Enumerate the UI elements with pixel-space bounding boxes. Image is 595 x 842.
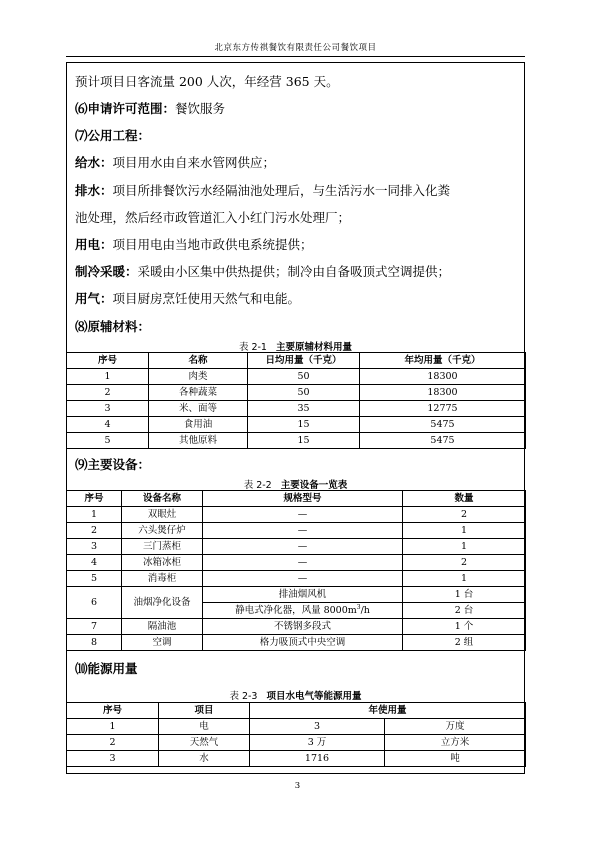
drainage [75,183,450,199]
table-header-cell: 数量 [403,491,526,507]
section-9-label: ⑼主要设备： [75,457,151,472]
table-header-cell: 规格型号 [203,491,403,507]
table-cell: — [203,539,403,555]
table-cell: 各种蔬菜 [149,385,248,401]
section-6-text: 餐饮服务 [175,101,226,116]
table-cell: 不锈钢多段式 [203,619,403,635]
table-row [67,369,526,385]
drainage-text-2: 池处理，然后经市政管道汇入小红门污水处理厂； [75,210,351,225]
drainage-label: 排水： [75,183,113,198]
materials-table [66,352,526,449]
header-rule [66,56,525,57]
table-cell: 立方米 [385,735,526,751]
table-cell: 其他原料 [149,433,248,449]
table-cell: 水 [159,751,250,767]
table-cell: 2 [403,507,526,523]
table-cell: — [203,523,403,539]
spec-superscript: 3 [356,603,361,611]
water-label: 给水： [75,155,113,170]
table-cell: 油烟净化设备 [122,587,203,619]
table-header-row [67,491,526,507]
table-cell: 50 [248,385,360,401]
table-header-cell: 日均用量（千克） [248,353,360,369]
table-cell: 1716 [250,751,385,767]
table-cell: 3 [67,401,149,417]
table-cell: 消毒柜 [122,571,203,587]
table-cell: 5 [67,433,149,449]
section-6 [75,101,225,117]
table-cell: 天然气 [159,735,250,751]
table-cell: 1 个 [403,619,526,635]
section-6-label: ⑹申请许可范围： [75,101,176,116]
table-cell: 8 [67,635,122,651]
table-cell: — [203,555,403,571]
table-row [67,587,526,603]
table-row [67,523,526,539]
table-cell: 2 [403,555,526,571]
equipment-table [66,490,526,651]
gas-supply [75,291,300,307]
water-supply [75,155,275,171]
table-header-cell: 项目 [159,703,250,719]
table-cell: 冰箱冰柜 [122,555,203,571]
table-cell: 1 [67,719,159,735]
table-cell: 18300 [360,385,526,401]
energy-table [66,702,526,767]
table-cell: 隔油池 [122,619,203,635]
table-row [67,417,526,433]
table-cell: 15 [248,433,360,449]
table-header-row [67,703,526,719]
spec-text: 静电式净化器，风量 8000m [235,604,357,616]
paragraph-visitors: 预计项目日客流量 200 人次，年经营 365 天。 [75,74,339,89]
water-text: 项目用水由自来水管网供应； [112,155,276,170]
table-cell: 排油烟风机 [203,587,403,603]
section-7-label: ⑺公用工程： [75,128,151,143]
table-cell: 格力吸顶式中央空调 [203,635,403,651]
table-cell: 1 台 [403,587,526,603]
table1-caption [66,339,525,353]
table-header-cell: 年使用量 [250,703,526,719]
table2-caption-title: 主要设备一览表 [280,480,348,491]
gas-label: 用气： [75,291,113,306]
table-cell: 18300 [360,369,526,385]
table-cell: — [203,571,403,587]
table-header-cell: 名称 [149,353,248,369]
table-header-cell: 序号 [67,703,159,719]
table-cell: 食用油 [149,417,248,433]
table-cell: 2 台 [403,603,526,619]
table-cell: 3 [67,751,159,767]
table-cell: 5 [67,571,122,587]
table-cell: 肉类 [149,369,248,385]
table-row [67,571,526,587]
table-cell: 1 [403,523,526,539]
table1-caption-title: 主要原辅材料用量 [276,342,353,353]
spec-unit: /h [360,604,370,616]
table-header-cell: 序号 [67,491,122,507]
table-cell: 7 [67,619,122,635]
hvac-label: 制冷采暖： [75,264,138,279]
table-cell: 15 [248,417,360,433]
table-row [67,635,526,651]
table-row [67,751,526,767]
table-cell: 4 [67,555,122,571]
table3-caption-num: 表 2-3 [229,691,258,702]
table-row [67,539,526,555]
table-row [67,555,526,571]
table-cell: 35 [248,401,360,417]
table3-caption [66,688,525,702]
table-header-row [67,353,526,369]
table-row [67,619,526,635]
table-cell: 4 [67,417,149,433]
power-supply [75,237,313,253]
table-cell: 六头煲仔炉 [122,523,203,539]
table-header-cell: 设备名称 [122,491,203,507]
drainage-text-1: 项目所排餐饮污水经隔油池处理后，与生活污水一同排入化粪 [112,183,451,198]
table-cell: 3 [250,719,385,735]
section-8-label: ⑻原辅材料： [75,319,151,334]
table-cell: 1 [403,571,526,587]
power-label: 用电： [75,237,113,252]
table-row [67,385,526,401]
table-cell: 米、面等 [149,401,248,417]
table3-caption-title: 项目水电气等能源用量 [266,691,362,702]
table-cell [203,603,403,619]
table-cell: 三门蒸柜 [122,539,203,555]
table-cell: 1 [67,507,122,523]
table-cell: 空调 [122,635,203,651]
table-cell: — [203,507,403,523]
table-header-cell: 年均用量（千克） [360,353,526,369]
table-cell: 2 组 [403,635,526,651]
table-row [67,433,526,449]
table2-caption [66,477,525,491]
table-row [67,507,526,523]
table-cell: 电 [159,719,250,735]
table2-caption-num: 表 2-2 [243,480,272,491]
section-10-label: ⑽能源用量 [75,661,138,676]
table-cell: 3 [67,539,122,555]
table-cell: 50 [248,369,360,385]
gas-text: 项目厨房烹饪使用天然气和电能。 [112,291,301,306]
table-row [67,401,526,417]
hvac-text: 采暖由小区集中供热提供；制冷由自备吸顶式空调提供； [137,264,451,279]
table-cell: 12775 [360,401,526,417]
power-text: 项目用电由当地市政供电系统提供； [112,237,313,252]
table-cell: 万度 [385,719,526,735]
table-cell: 5475 [360,433,526,449]
page-header: 北京东方传祺餐饮有限责任公司餐饮项目 [214,43,377,53]
table-cell: 3 万 [250,735,385,751]
page-number: 3 [294,781,301,791]
table-cell: 1 [67,369,149,385]
table1-caption-num: 表 2-1 [238,342,267,353]
table-cell: 5475 [360,417,526,433]
table-cell: 2 [67,523,122,539]
table-header-cell: 序号 [67,353,149,369]
table-row [67,735,526,751]
hvac [75,264,450,280]
table-row [67,719,526,735]
table-cell: 1 [403,539,526,555]
table-cell: 双眼灶 [122,507,203,523]
table-cell: 2 [67,385,149,401]
table-cell: 2 [67,735,159,751]
table-cell: 6 [67,587,122,619]
table-cell: 吨 [385,751,526,767]
